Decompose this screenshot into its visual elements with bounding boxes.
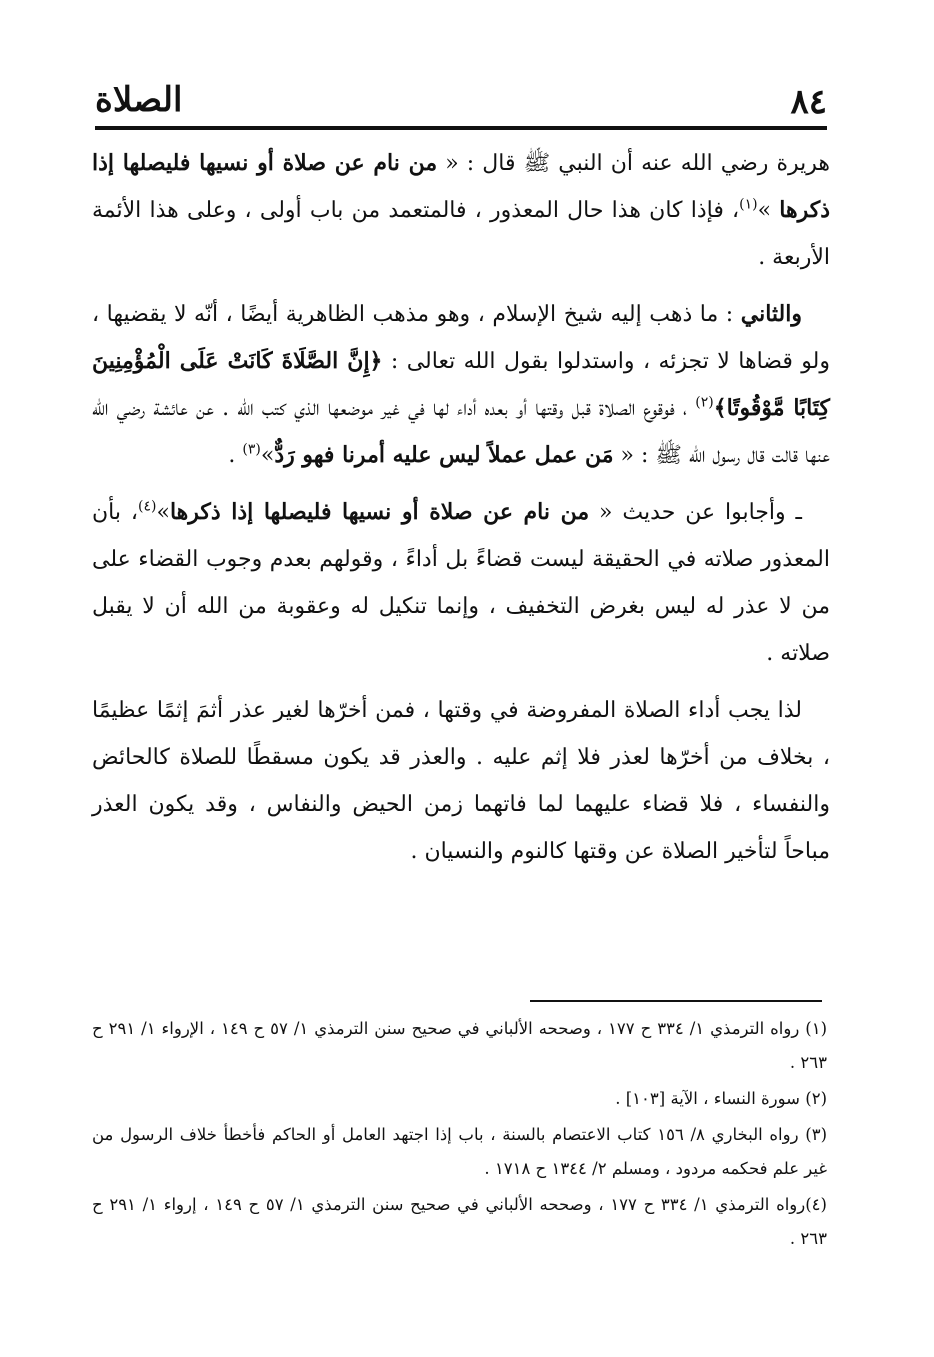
header-rule: [95, 126, 827, 130]
page-number: ٨٤: [790, 82, 827, 122]
main-text: [92, 140, 830, 885]
text: ، فإذا كان هذا حال المعذور ، فالمتعمد من باب أولى ، وعلى هذا الأئمة الأربعة .: [92, 198, 830, 270]
footnote-2: (٢) سورة النساء ، الآية [١٠٣] .: [615, 1089, 827, 1108]
text: هريرة رضي الله عنه أن النبي ﷺ قال : «: [437, 151, 831, 176]
paragraph-lead: والثاني: [740, 301, 802, 327]
paragraph-1: [92, 140, 830, 281]
chapter-title: الصلاة: [95, 80, 183, 120]
text: »: [757, 198, 780, 223]
footnote-3: (٣) رواه البخاري ٨/ ١٥٦ كتاب الاعتصام بالسنة ، باب إذا اجتهد العامل أو الحاكم فأخطأ خلاف الرسول من غير علم فحكمه مردود ، ومسلم ٢/ ١٣٤٤ ح ١٧١٨ .: [92, 1125, 827, 1178]
text: : ما ذهب إليه شيخ الإسلام ، وهو مذهب الظاهرية أيضًا ، أنّه لا يقضيها ، ولو قضاها لا تجزئه ، واستدلوا بقول الله تعالى :: [92, 302, 830, 374]
hadith-quote: مَن عمل عملاً ليس عليه أمرنا فهو رَدٌّ: [274, 442, 614, 468]
hadith-quote: من نام عن صلاة أو نسيها فليصلها إذا ذكرها: [169, 499, 590, 525]
paragraph-2: [92, 291, 830, 479]
text: »: [156, 500, 170, 525]
text: ، فوقوع الصلاة قبل وقتها أو بعده أداء لها في غير موضعها الذي كتب الله . عن عائشة رضي الله عنها قالت قال رسول الله ﷺ : «: [92, 396, 830, 468]
footnote-ref-3: (٣): [242, 441, 261, 458]
paragraph-3: [92, 489, 830, 677]
footnote-separator: [530, 1000, 822, 1002]
text: .: [228, 443, 243, 468]
footnote-1: (١) رواه الترمذي ١/ ٣٣٤ ح ١٧٧ ، وصححه الألباني في صحيح سنن الترمذي ١/ ٥٧ ح ١٤٩ ، الإرواء ١/ ٢٩١ ح ٢٦٣ .: [92, 1019, 828, 1072]
page-header: [95, 70, 827, 126]
text: ، بأن المعذور صلاته في الحقيقة ليست قضاءً بل أداءً ، وقولهم بعدم وجوب القضاء على من لا عذر له ليس بغرض التخفيف ، وإنما تنكيل له وعقوبة من الله أن لا يقبل صلاته .: [92, 500, 830, 666]
text: ـ وأجابوا عن حديث «: [589, 500, 802, 525]
paragraph-4: لذا يجب أداء الصلاة المفروضة في وقتها ، فمن أخرّها لغير عذر أثمَ إثمًا عظيمًا ، بخلاف من أخرّها لعذر فلا إثم عليه . والعذر قد يكون مسقطًا للصلاة كالحائض والنفساء ، فلا قضاء عليهما لما فاتهما زمن الحيض والنفاس ، وقد يكون العذر مباحاً لتأخير الصلاة عن وقتها كالنوم والنسيان .: [92, 698, 830, 864]
text: »: [260, 443, 275, 468]
footnote-ref-4: (٤): [138, 498, 157, 515]
hadith-quote: من نام عن صلاة أو نسيها فليصلها إذا ذكرها: [92, 150, 831, 223]
quran-verse: ﴿إِنَّ الصَّلَاةَ كَانَتْ عَلَى الْمُؤْمِنِينَ كِتَابًا مَّوْقُوتًا﴾: [92, 348, 830, 421]
footnotes: [92, 1012, 827, 1258]
footnote-4: (٤)رواه الترمذي ١/ ٣٣٤ ح ١٧٧ ، وصححه الألباني في صحيح سنن الترمذي ١/ ٥٧ ح ١٤٩ ، إرواء ١/ ٢٩١ ح ٢٦٣ .: [92, 1195, 827, 1248]
footnote-ref-1: (١): [739, 196, 758, 213]
footnote-ref-2: (٢): [695, 394, 714, 411]
